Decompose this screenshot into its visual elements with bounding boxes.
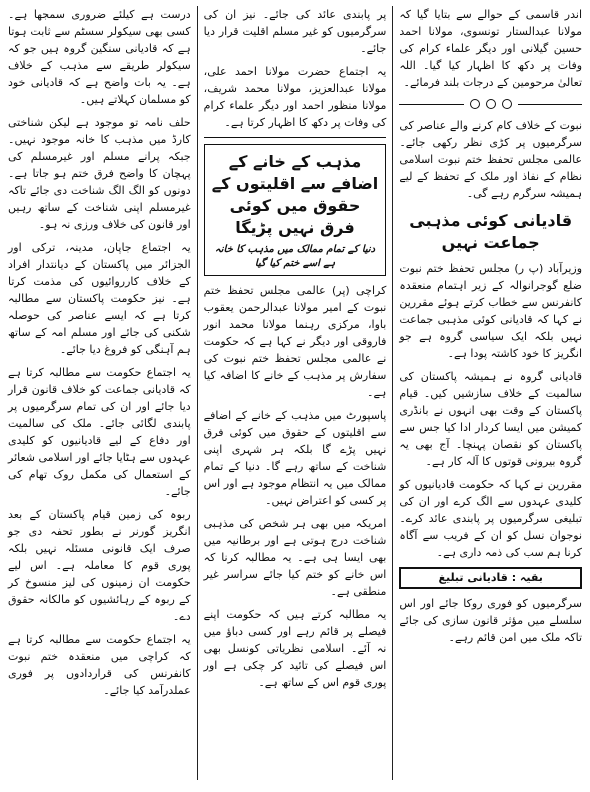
ornament-line xyxy=(518,104,582,105)
section-heading: قادیانی کوئی مذہبی جماعت نہیں xyxy=(409,211,573,252)
article-paragraph: یہ اجتماع حضرت مولانا احمد علی، مولانا عبدالعزیز، مولانا محمد شریف، مولانا منظور احمد اور دیگر علماء کرام کی وفات پر دکھ کا اظہار کرتا ہے۔ xyxy=(203,65,387,129)
article-paragraph: یہ اجتماع جاپان، مدینہ، ترکی اور الجزائر میں پاکستان کے دیانتدار افراد کے خلاف کارروائیوں کی مذمت کرتا ہے۔ نیز حکومت پاکستان سے مطالبہ کرتا ہے کہ ایسے عناصر کی حوصلہ شکنی کی جائے اور مسلم امہ کے ساتھ ہم آہنگی کو فروغ دیا جائے۔ xyxy=(8,241,191,356)
section-rule xyxy=(204,137,387,138)
article-paragraph: نبوت کے خلاف کام کرنے والے عناصر کی سرگرمیوں پر کڑی نظر رکھی جائے۔ عالمی مجلس تحفظ ختم نبوت اسلامی نظام کے نفاذ اور ملک کے تحفظ کے لیے ہمیشہ سرگرم رہے گی۔ xyxy=(399,119,583,200)
article-paragraph: وزیرآباد (پ ر) مجلس تحفظ ختم نبوت ضلع گوجرانوالہ کے زیر اہتمام منعقدہ کانفرنس سے خطاب کرتے ہوئے مقررین نے کہا کہ قادیانی کوئی مذہبی جماعت نہیں بلکہ ایک سیاسی گروہ ہے جو انگریز کا خود کاشتہ پودا ہے۔ xyxy=(399,262,583,360)
article-paragraph: ربوہ کی زمین قیام پاکستان کے بعد انگریز گورنر نے بطور تحفہ دی جو صرف ایک قانونی مسئلہ نہیں بلکہ پوری قوم کا معاملہ ہے۔ اس لیے حکومت ان زمینوں کی لیز منسوخ کر کے ربوہ کے رہائشیوں کو مالکانہ حقوق دے۔ xyxy=(8,508,191,623)
column-divider xyxy=(392,6,393,780)
newspaper-page xyxy=(8,6,582,780)
headline-box xyxy=(204,144,387,276)
column-middle xyxy=(204,6,387,780)
article-paragraph: یہ مطالبہ کرتے ہیں کہ حکومت اپنے فیصلے پر قائم رہے اور کسی دباؤ میں نہ آئے۔ اسلامی نظریاتی کونسل بھی اس فیصلے کی تائید کر چکی ہے اور پوری قوم اس کے ساتھ ہے۔ xyxy=(203,608,387,689)
headline-title: مذہب کے خانے کے اضافے سے اقلیتوں کے حقوق میں کوئی فرق نہیں پڑیگا xyxy=(211,152,379,237)
article-paragraph: پاسپورٹ میں مذہب کے خانے کے اضافے سے اقلیتوں کے حقوق میں کوئی فرق نہیں پڑے گا بلکہ ہر شہری اپنی شناخت کے ساتھ رہے گا۔ دنیا کے تمام ممالک میں یہ انتظام موجود ہے اور اس پر کسی کو اعتراض نہیں۔ xyxy=(203,409,387,507)
ornament-ring-icon xyxy=(470,99,480,109)
article-paragraph: سرگرمیوں کو فوری روکا جائے اور اس سلسلے میں مؤثر قانون سازی کی جائے تاکہ ملک میں امن قائم رہے۔ xyxy=(399,597,583,644)
section-ornament xyxy=(399,97,582,111)
article-paragraph: قادیانی گروہ نے ہمیشہ پاکستان کی سالمیت کے خلاف سازشیں کیں۔ قیام پاکستان کے وقت بھی انہوں نے بانڈری کمیشن میں ایسا کردار ادا کیا جس سے پاکستان کو نقصان پہنچا۔ آج بھی یہ گروہ بیرونی قوتوں کا آلہ کار ہے۔ xyxy=(399,370,583,468)
column-right xyxy=(8,6,191,780)
ornament-ring-icon xyxy=(486,99,496,109)
article-paragraph: درست ہے کیلئے ضروری سمجھا ہے۔ کسی بھی سیکولر سسٹم سے ثابت ہوتا ہے کہ قادیانی سنگین گروہ ہیں جو کہ سیکولر طریقے سے مذہب کے خلاف ہے۔ یہ بات واضح ہے کہ قادیانی خود کو مسلمان کہلاتے ہیں۔ xyxy=(8,8,191,106)
article-paragraph: یہ اجتماع حکومت سے مطالبہ کرتا ہے کہ قادیانی جماعت کو خلاف قانون قرار دیا جائے اور ان کی تمام سرگرمیوں پر پابندی لگائی جائے۔ ملک کی سالمیت اور دفاع کے لیے قادیانیوں کو کلیدی عہدوں سے ہٹایا جائے اور اسلامی شعائر کے استعمال کی مکمل روک تھام کی جائے۔ xyxy=(8,366,191,498)
article-paragraph: اندر قاسمی کے حوالے سے بتایا گیا کہ مولانا عبدالستار تونسوی، مولانا احمد حسین گیلانی اور دیگر علماء کرام کی وفات پر دکھ کا اظہار کیا گیا۔ اللہ تعالیٰ مرحومین کے درجات بلند فرمائے۔ xyxy=(399,8,583,89)
ornament-ring-icon xyxy=(502,99,512,109)
article-paragraph: پر پابندی عائد کی جائے۔ نیز ان کی سرگرمیوں کو غیر مسلم اقلیت قرار دیا جائے۔ xyxy=(203,8,387,55)
headline-subtitle: دنیا کے تمام ممالک میں مذہب کا خانہ ہے اسے ختم کیا گیا xyxy=(214,244,376,269)
article-paragraph: یہ اجتماع حکومت سے مطالبہ کرتا ہے کہ کراچی میں منعقدہ ختم نبوت کانفرنس کی قراردادوں پر فوری عملدرآمد کیا جائے۔ xyxy=(8,633,191,697)
article-paragraph: کراچی (پر) عالمی مجلس تحفظ ختم نبوت کے امیر مولانا عبدالرحمن یعقوب باوا، مرکزی رہنما مولانا محمد انور فاروقی اور دیگر نے کہا ہے کہ حکومت نے عالمی مجلس تحفظ ختم نبوت کی سفارش پر مذہب کے خانے کا اضافہ کیا ہے۔ xyxy=(203,284,387,399)
continuation-badge: بقیہ : قادیانی تبلیغ xyxy=(399,567,582,589)
column-left xyxy=(399,6,582,780)
ornament-line xyxy=(399,104,463,105)
article-paragraph: حلف نامہ تو موجود ہے لیکن شناختی کارڈ میں مذہب کا خانہ موجود نہیں۔ جبکہ پرانے مسلم اور غیرمسلم کی پہچان کا واضح فرق ختم ہو جاتا ہے۔ دونوں کو الگ الگ شناخت دی جائے تاکہ غیرمسلم اپنی شناخت کے ساتھ رہیں اور قانون کی خلاف ورزی نہ ہو۔ xyxy=(8,116,191,231)
article-paragraph: امریکہ میں بھی ہر شخص کی مذہبی شناخت درج ہوتی ہے اور برطانیہ میں بھی ایسا ہی ہے۔ یہ مطالبہ کرنا کہ اس خانے کو ختم کیا جائے سراسر غیر منطقی ہے۔ xyxy=(203,517,387,598)
article-paragraph: مقررین نے کہا کہ حکومت قادیانیوں کو کلیدی عہدوں سے الگ کرے اور ان کی تبلیغی سرگرمیوں پر پابندی عائد کرے۔ نوجوان نسل کو ان کے فریب سے آگاہ کرنا ہم سب کی ذمہ داری ہے۔ xyxy=(399,478,583,559)
column-divider xyxy=(197,6,198,780)
